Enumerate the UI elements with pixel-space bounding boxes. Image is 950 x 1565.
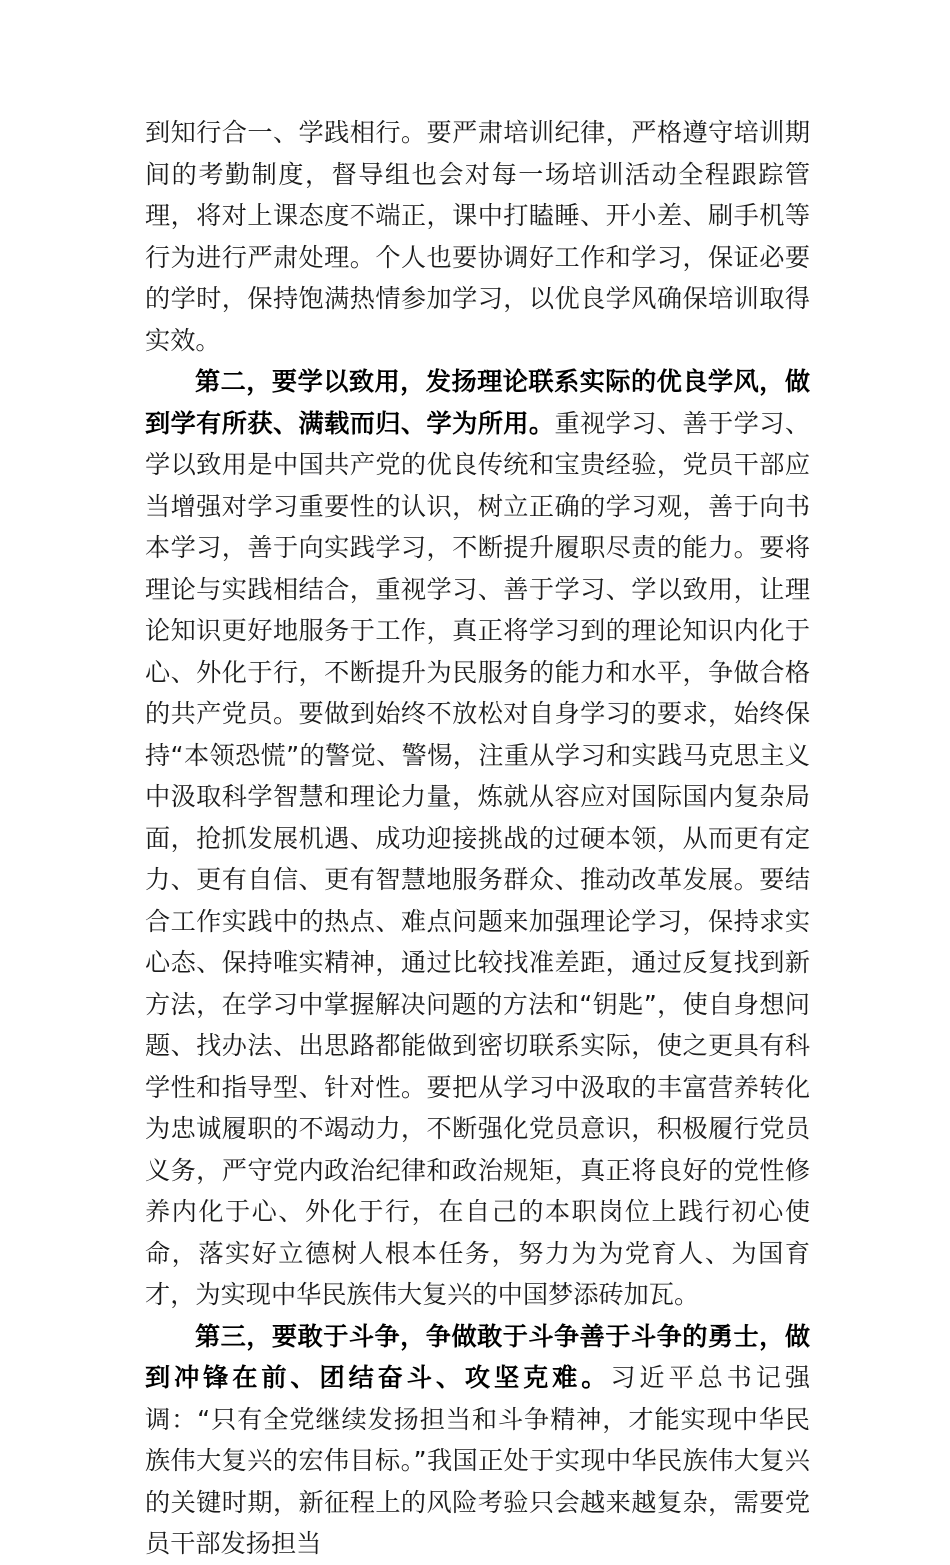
- paragraph-body: 习近平总书记强调：“只有全党继续发扬担当和斗争精神，才能实现中华民族伟大复兴的宏伟目标。”我国正处于实现中华民族伟大复兴的关键时期，新征程上的风险考验只会越来越复杂，需要党员干部发扬担当: [145, 1363, 811, 1558]
- paragraph-body: 到知行合一、学践相行。要严肃培训纪律，严格遵守培训期间的考勤制度，督导组也会对每一场培训活动全程跟踪管理，将对上课态度不端正，课中打瞌睡、开小差、刷手机等行为进行严肃处理。个人也要协调好工作和学习，保证必要的学时，保持饱满热情参加学习，以优良学风确保培训取得实效。: [145, 118, 810, 355]
- paragraph-heading: 第二，要学以致用，发扬理论联系实际的优良学风，做到学有所获、满载而归、学为所用。: [145, 367, 810, 438]
- paragraph-body: 重视学习、善于学习、学以致用是中国共产党的优良传统和宝贵经验，党员干部应当增强对学习重要性的认识，树立正确的学习观，善于向书本学习，善于向实践学习，不断提升履职尽责的能力。要将理论与实践相结合，重视学习、善于学习、学以致用，让理论知识更好地服务于工作，真正将学习到的理论知识内化于心、外化于行，不断提升为民服务的能力和水平，争做合格的共产党员。要做到始终不放松对自身学习的要求，始终保持“本领恐慌”的警觉、警惕，注重从学习和实践马克思主义中汲取科学智慧和理论力量，炼就从容应对国际国内复杂局面，抢抓发展机遇、成功迎接挑战的过硬本领，从而更有定力、更有自信、更有智慧地服务群众、推动改革发展。要结合工作实践中的热点、难点问题来加强理论学习，保持求实心态、保持唯实精神，通过比较找准差距，通过反复找到新方法，在学习中掌握解决问题的方法和“钥匙”，使自身想问题、找办法、出思路都能做到密切联系实际，使之更具有科学性和指导型、针对性。要把从学习中汲取的丰富营养转化为忠诚履职的不竭动力，不断强化党员意识，积极履行党员义务，严守党内政治纪律和政治规矩，真正将良好的党性修养内化于心、外化于行，在自己的本职岗位上践行初心使命，落实好立德树人根本任务，努力为为党育人、为国育才，为实现中华民族伟大复兴的中国梦添砖加瓦。: [145, 408, 811, 1309]
- paragraph-heading: 第三，要敢于斗争，争做敢于斗争善于斗争的勇士，做到冲锋在前、团结奋斗、攻坚克难。: [145, 1321, 810, 1392]
- paragraph-continuation: [145, 112, 810, 361]
- document-body: [145, 112, 810, 1565]
- paragraph-second-point: [145, 361, 810, 1316]
- paragraph-third-point: [145, 1316, 810, 1565]
